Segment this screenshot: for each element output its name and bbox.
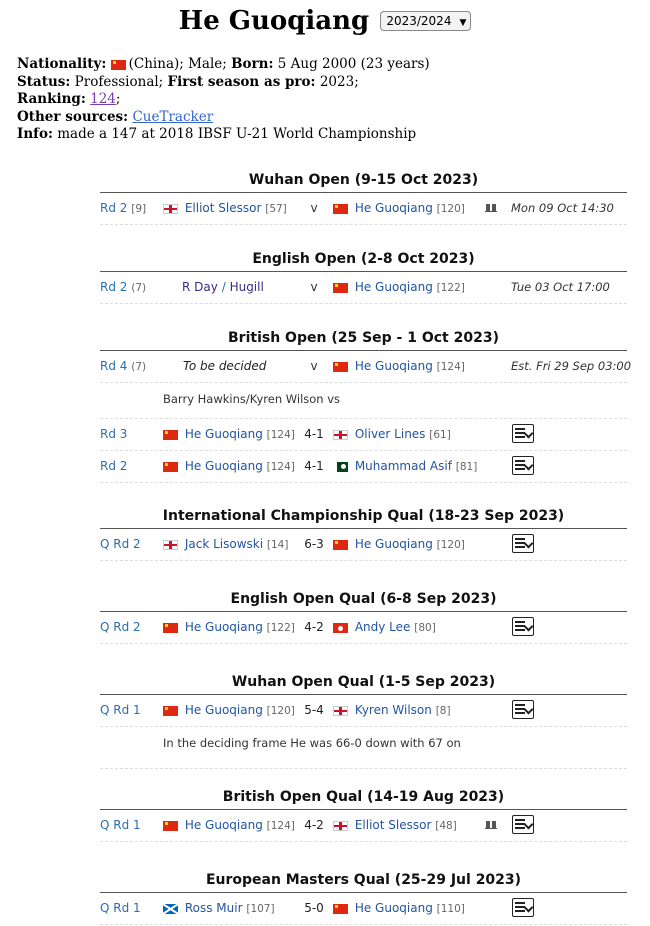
round-label[interactable]: Rd 2	[100, 459, 128, 473]
born-value: 5 Aug 2000 (23 years)	[277, 56, 430, 72]
player-1[interactable]: He Guoqiang [124]	[163, 818, 295, 832]
round-label[interactable]: Q Rd 1	[100, 818, 141, 832]
england-flag-icon	[163, 204, 178, 214]
match-datetime: Mon 09 Oct 14:30	[511, 201, 614, 215]
match-details-icon[interactable]	[512, 617, 534, 636]
event-title: European Masters Qual (25-29 Jul 2023)	[100, 870, 627, 893]
info-value: made a 147 at 2018 IBSF U-21 World Championship	[57, 126, 417, 142]
round-label[interactable]: Q Rd 1	[100, 703, 141, 717]
match-row	[100, 695, 627, 727]
round-label[interactable]: Q Rd 1	[100, 901, 141, 915]
nationality-value: (China); Male;	[128, 56, 227, 72]
england-flag-icon	[333, 821, 348, 831]
china-flag-icon	[333, 904, 348, 914]
season-select-value: 2023/2024	[386, 14, 452, 28]
china-flag-icon	[111, 60, 126, 70]
china-flag-icon	[333, 204, 348, 214]
china-flag-icon	[333, 283, 348, 293]
info-line	[17, 126, 430, 144]
match-row	[100, 419, 627, 451]
round-label[interactable]: Rd 2 [9]	[100, 201, 147, 215]
player-1[interactable]: He Guoqiang [122]	[163, 620, 295, 634]
player-2[interactable]: Andy Lee [80]	[333, 620, 436, 634]
player-2[interactable]: He Guoqiang [124]	[333, 359, 465, 373]
nationality-label: Nationality:	[17, 56, 107, 72]
event-wuhan-open	[100, 170, 627, 225]
player-2[interactable]: He Guoqiang [120]	[333, 201, 465, 215]
match-note: Barry Hawkins/Kyren Wilson vs	[100, 383, 627, 419]
chevron-down-icon: ▼	[459, 18, 467, 28]
player-2[interactable]: He Guoqiang [122]	[333, 280, 465, 294]
referee-icon[interactable]	[485, 202, 497, 212]
england-flag-icon	[333, 430, 348, 440]
status-line	[17, 74, 430, 92]
match-score: 4-2	[304, 620, 324, 634]
match-datetime: Tue 03 Oct 17:00	[511, 280, 610, 294]
ranking-suffix: ;	[115, 91, 121, 107]
event-wuhan-open-qual	[100, 672, 627, 769]
to-be-decided: To be decided	[183, 359, 267, 373]
page-title: He Guoqiang	[178, 6, 370, 36]
pakistan-flag-icon	[333, 462, 348, 472]
match-row	[100, 612, 627, 644]
match-details-icon[interactable]	[512, 898, 534, 917]
opponent-pair[interactable]: R Day / Hugill	[182, 280, 264, 294]
event-title: International Championship Qual (18-23 Sep 2023)	[100, 506, 627, 529]
match-datetime: Est. Fri 29 Sep 03:00	[511, 359, 632, 373]
player-1[interactable]: He Guoqiang [120]	[163, 703, 295, 717]
player-1[interactable]: He Guoqiang [124]	[163, 459, 295, 473]
ranking-line	[17, 91, 430, 109]
versus-label: v	[310, 359, 318, 373]
ranking-link[interactable]: 124	[90, 91, 116, 107]
event-title: British Open Qual (14-19 Aug 2023)	[100, 787, 627, 810]
event-title: Wuhan Open Qual (1-5 Sep 2023)	[100, 672, 627, 695]
event-title: Wuhan Open (9-15 Oct 2023)	[100, 170, 627, 193]
china-flag-icon	[163, 821, 178, 831]
cuetracker-link[interactable]: CueTracker	[132, 108, 214, 125]
match-details-icon[interactable]	[512, 815, 534, 834]
player-1[interactable]: Elliot Slessor [57]	[163, 201, 287, 215]
header	[0, 0, 650, 42]
first-season-value: 2023;	[319, 73, 359, 90]
ranking-label: Ranking:	[17, 91, 86, 107]
hong-kong-flag-icon	[333, 623, 348, 633]
player-2[interactable]: Oliver Lines [61]	[333, 427, 451, 441]
versus-label: v	[310, 201, 318, 215]
match-note: In the deciding frame He was 66-0 down with 67 on	[100, 727, 627, 769]
match-row	[100, 451, 627, 483]
player-1[interactable]: He Guoqiang [124]	[163, 427, 295, 441]
match-row	[100, 193, 627, 225]
player-2[interactable]: Elliot Slessor [48]	[333, 818, 457, 832]
china-flag-icon	[163, 462, 178, 472]
referee-icon[interactable]	[485, 819, 497, 829]
status-label: Status:	[17, 73, 71, 90]
china-flag-icon	[163, 706, 178, 716]
player-1[interactable]: Ross Muir [107]	[163, 901, 275, 915]
scotland-flag-icon	[163, 904, 178, 914]
match-row	[100, 351, 632, 383]
event-english-open	[100, 249, 627, 304]
match-score: 6-3	[304, 537, 324, 551]
event-title: English Open (2-8 Oct 2023)	[100, 249, 627, 272]
england-flag-icon	[333, 706, 348, 716]
match-details-icon[interactable]	[512, 424, 534, 443]
match-row	[100, 810, 627, 842]
england-flag-icon	[163, 540, 178, 550]
event-british-open-qual	[100, 787, 627, 842]
match-details-icon[interactable]	[512, 700, 534, 719]
match-score: 4-1	[304, 427, 324, 441]
match-score: 5-0	[304, 901, 324, 915]
player-2[interactable]: Muhammad Asif [81]	[333, 459, 477, 473]
match-row	[100, 272, 627, 304]
round-label[interactable]: Q Rd 2	[100, 537, 141, 551]
event-british-open	[100, 328, 632, 483]
other-sources-line	[17, 109, 430, 127]
match-row	[100, 893, 627, 925]
born-label: Born:	[231, 56, 274, 72]
player-2[interactable]: He Guoqiang [120]	[333, 537, 465, 551]
round-label[interactable]: Rd 4 (7)	[100, 359, 147, 373]
player-2[interactable]: Kyren Wilson [8]	[333, 703, 451, 717]
match-details-icon[interactable]	[512, 456, 534, 475]
other-sources-label: Other sources:	[17, 108, 129, 125]
event-international-championship-qual	[100, 506, 627, 561]
china-flag-icon	[333, 540, 348, 550]
info-label: Info:	[17, 126, 53, 142]
event-title: British Open (25 Sep - 1 Oct 2023)	[100, 328, 627, 351]
china-flag-icon	[163, 623, 178, 633]
china-flag-icon	[163, 430, 178, 440]
round-label[interactable]: Q Rd 2	[100, 620, 141, 634]
event-title: English Open Qual (6-8 Sep 2023)	[100, 589, 627, 612]
match-score: 4-1	[304, 459, 324, 473]
event-english-open-qual	[100, 589, 627, 644]
player-info	[17, 56, 430, 144]
match-row	[100, 529, 627, 561]
status-value: Professional;	[74, 73, 164, 90]
nationality-line	[17, 56, 430, 74]
round-label[interactable]: Rd 3	[100, 427, 128, 441]
event-european-masters-qual	[100, 870, 627, 925]
versus-label: v	[310, 280, 318, 294]
player-1[interactable]: Jack Lisowski [14]	[163, 537, 288, 551]
season-select[interactable]	[380, 11, 471, 31]
match-score: 4-2	[304, 818, 324, 832]
first-season-label: First season as pro:	[167, 73, 316, 90]
round-label[interactable]: Rd 2 (7)	[100, 280, 147, 294]
match-score: 5-4	[304, 703, 324, 717]
player-2[interactable]: He Guoqiang [110]	[333, 901, 465, 915]
match-details-icon[interactable]	[512, 534, 534, 553]
china-flag-icon	[333, 362, 348, 372]
